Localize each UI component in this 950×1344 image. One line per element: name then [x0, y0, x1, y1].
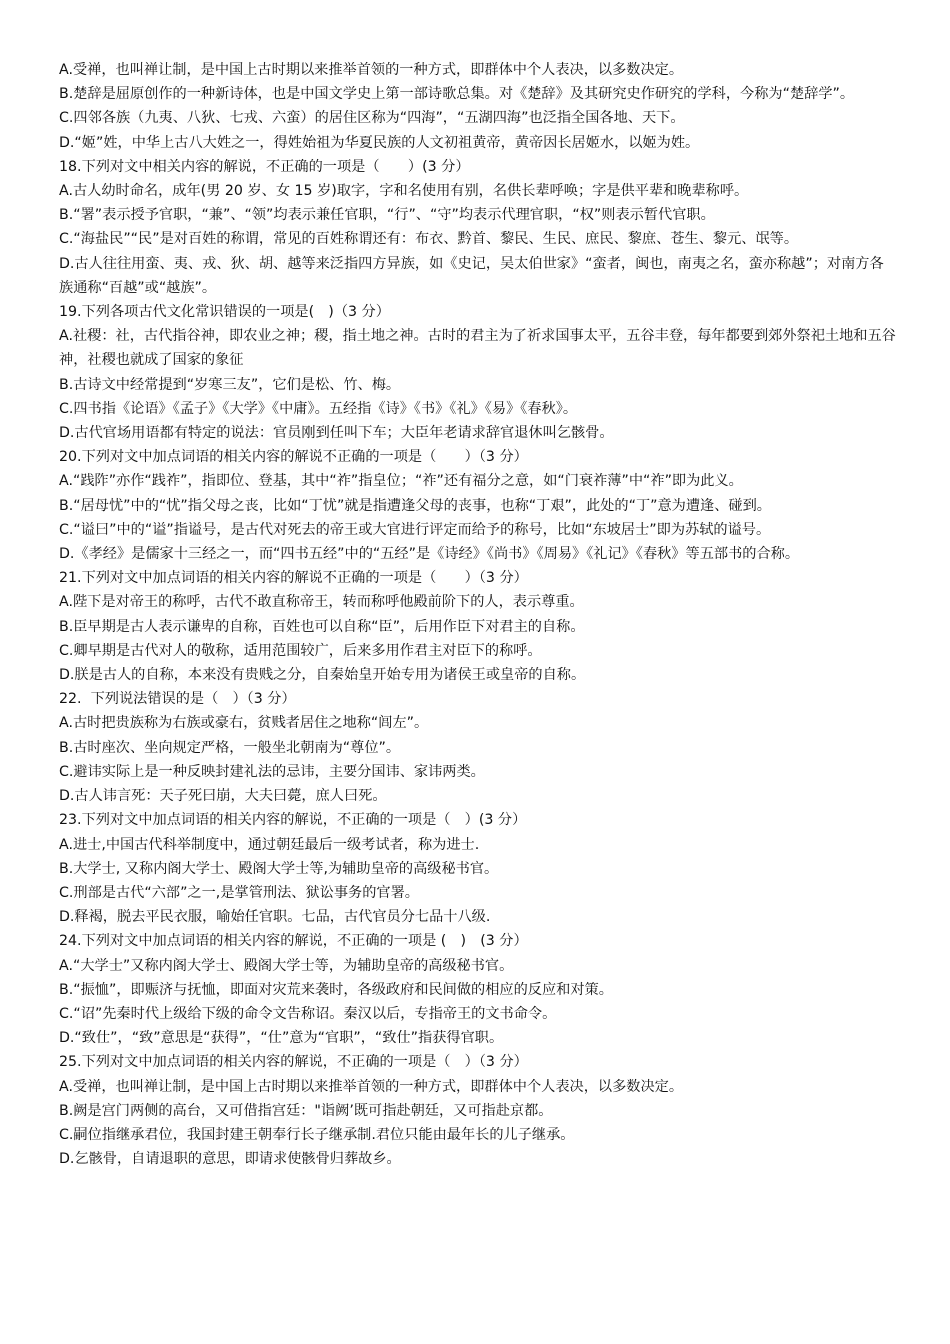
option-line: C.避讳实际上是一种反映封建礼法的忌讳，主要分国讳、家讳两类。 — [59, 763, 485, 780]
option-line: A.古人幼时命名，成年(男 20 岁、女 15 岁)取字，字和名使用有别，名供长辈呼唤；字是供平辈和晚辈称呼。 — [59, 183, 749, 200]
option-line: D.古人讳言死：天子死曰崩，大夫曰薨，庶人曰死。 — [59, 788, 387, 805]
question-line: 24.下列对文中加点词语的相关内容的解说，不正确的一项是 ( ) (3 分） — [59, 933, 528, 950]
option-line: A.进士,中国古代科举制度中，通过朝廷最后一级考试者，称为进士. — [59, 836, 480, 853]
option-line: C.“诏”先秦时代上级给下级的命令文告称诏。秦汉以后，专指帝王的文书命令。 — [59, 1005, 557, 1022]
question-line: 23.下列对文中加点词语的相关内容的解说，不正确的一项是（ ）(3 分） — [59, 812, 527, 829]
option-line: A.古时把贵族称为右族或豪右，贫贱者居住之地称“闾左”。 — [59, 715, 429, 732]
question-line: 21.下列对文中加点词语的相关内容的解说不正确的一项是（ ）（3 分） — [59, 570, 528, 587]
option-line: D.古代官场用语都有特定的说法：官员刚到任叫下车；大臣年老请求辞官退休叫乞骸骨。 — [59, 425, 614, 442]
option-line: C.嗣位指继承君位，我国封建王朝奉行长子继承制.君位只能由最年长的儿子继承。 — [59, 1126, 575, 1143]
option-line: B.大学士, 又称内阁大学士、殿阁大学士等,为辅助皇帝的高级秘书官。 — [59, 860, 499, 877]
question-line: 19.下列各项古代文化常识错误的一项是( )（3 分） — [59, 304, 390, 321]
option-line: C.四书指《论语》《孟子》《大学》《中庸》。五经指《诗》《书》《礼》《易》《春秋》。 — [59, 400, 578, 417]
option-line: B.臣早期是古人表示谦卑的自称，百姓也可以自称“臣”，后用作臣下对君主的自称。 — [59, 618, 585, 635]
option-line: A.受禅，也叫禅让制，是中国上古时期以来推举首领的一种方式，即群体中个人表决，以多数决定。 — [59, 1078, 684, 1095]
question-line: 25.下列对文中加点词语的相关内容的解说，不正确的一项是（ ）（3 分） — [59, 1054, 528, 1071]
option-line: A.社稷：社，古代指谷神，即农业之神；稷，指土地之神。古时的君主为了祈求国事太平，五谷丰登，每年都要到郊外祭祀土地和五谷神，社稷也就成了国家的象征 — [59, 328, 896, 369]
option-line: C.“海盐民”“民”是对百姓的称谓，常见的百姓称谓还有：布衣、黔首、黎民、生民、庶民、黎庶、苍生、黎元、氓等。 — [59, 231, 799, 248]
option-line: B.“振恤”，即赈济与抚恤，即面对灾荒来袭时，各级政府和民间做的相应的反应和对策。 — [59, 981, 613, 998]
option-line: B.古诗文中经常提到“岁寒三友”，它们是松、竹、梅。 — [59, 376, 401, 393]
option-line: B.阙是宫门两侧的高台，又可借指宫廷："诣阙’既可指赴朝廷，又可指赴京都。 — [59, 1102, 553, 1119]
option-line: A.“践阼”亦作“践祚”，指即位、登基，其中“祚”指皇位；“祚”还有福分之意，如“门衰祚薄”中“祚”即为此义。 — [59, 473, 743, 490]
option-line: A.受禅，也叫禅让制，是中国上古时期以来推举首领的一种方式，即群体中个人表决，以多数决定。 — [59, 62, 684, 78]
option-line: B.楚辞是屈原创作的一种新诗体，也是中国文学史上第一部诗歌总集。对《楚辞》及其研究史作研究的学科，今称为“楚辞学”。 — [59, 86, 855, 103]
option-line: B.古时座次、坐向规定严格，一般坐北朝南为“尊位”。 — [59, 739, 401, 756]
question-line: 20.下列对文中加点词语的相关内容的解说不正确的一项是（ ）（3 分） — [59, 449, 528, 466]
option-line: D.古人往往用蛮、夷、戎、狄、胡、越等来泛指四方异族，如《史记，吴太伯世家》“蛮者，闽也，南夷之名，蛮亦称越”；对南方各族通称“百越”或“越族”。 — [59, 255, 884, 296]
option-line: D.朕是古人的自称，本来没有贵贱之分，自秦始皇开始专用为诸侯王或皇帝的自称。 — [59, 667, 586, 684]
option-line: B.“居母忧”中的“忧”指父母之丧，比如“丁忧”就是指遭逢父母的丧事，也称“丁艰”，此处的“丁”意为遭逢、碰到。 — [59, 497, 771, 514]
option-line: C.“谥曰”中的“谥”指谥号，是古代对死去的帝王或大官进行评定而给予的称号，比如“东坡居士”即为苏轼的谥号。 — [59, 521, 771, 538]
option-line: B.“署”表示授予官职，“兼”、“领”均表示兼任官职，“行”、“守”均表示代理官职，“权”则表示暂代官职。 — [59, 207, 715, 224]
option-line: C.四邻各族（九夷、八狄、七戎、六蛮）的居住区称为“四海”，“五湖四海”也泛指全国各地、天下。 — [59, 110, 685, 127]
option-line: D.《孝经》是儒家十三经之一，而“四书五经”中的“五经”是《诗经》《尚书》《周易》《礼记》《春秋》等五部书的合称。 — [59, 546, 800, 563]
option-line: D.“姬”姓，中华上古八大姓之一，得姓始祖为华夏民族的人文初祖黄帝，黄帝因长居姬水，以姬为姓。 — [59, 134, 700, 151]
question-line: 18.下列对文中相关内容的解说，不正确的一项是（ ）(3 分） — [59, 158, 470, 175]
option-line: D.“致仕”，“致”意思是“获得”，“仕”意为“官职”，“致仕”指获得官职。 — [59, 1030, 504, 1047]
option-line: C.卿早期是古代对人的敬称，适用范围较广，后来多用作君主对臣下的称呼。 — [59, 642, 542, 659]
option-line: A.“大学士”又称内阁大学士、殿阁大学士等，为辅助皇帝的高级秘书官。 — [59, 957, 514, 974]
option-line: D.释褐，脱去平民衣服，喻始任官职。七品，古代官员分七品十八级. — [59, 909, 491, 926]
option-line: D.乞骸骨，自请退职的意思，即请求使骸骨归葬故乡。 — [59, 1151, 401, 1168]
option-line: A.陛下是对帝王的称呼，古代不敢直称帝王，转而称呼他殿前阶下的人，表示尊重。 — [59, 594, 584, 611]
question-line: 22. 下列说法错误的是（ ）（3 分） — [59, 691, 296, 708]
option-line: C.刑部是古代“六部”之一,是掌管刑法、狱讼事务的官署。 — [59, 884, 419, 901]
